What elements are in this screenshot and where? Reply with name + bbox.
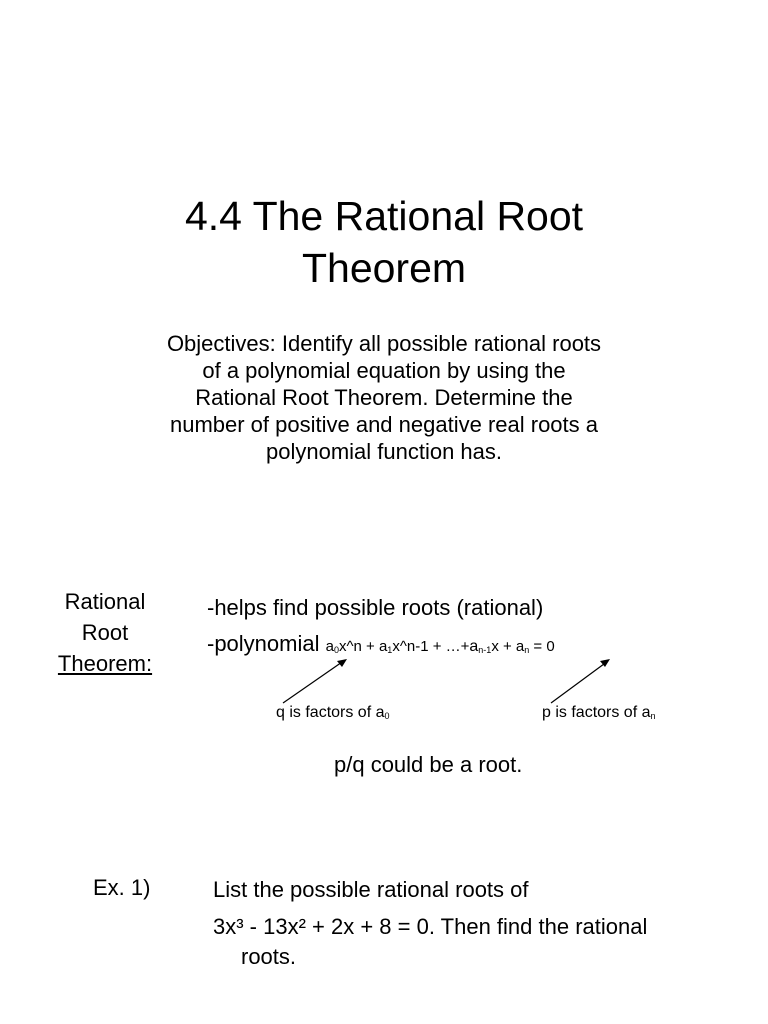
theorem-bullet-purpose: -helps find possible roots (rational) [207, 595, 544, 620]
objectives-line: Objectives: Identify all possible rational roots [166, 331, 602, 356]
equation-subscript: n-1 [478, 645, 492, 655]
objectives-line: number of positive and negative real roots a [169, 412, 599, 437]
objectives-line: Rational Root Theorem. Determine the [195, 385, 573, 410]
theorem-label-line: Root [81, 620, 129, 645]
equation-subscript: n [524, 645, 530, 655]
equation-subscript: 1 [387, 645, 393, 655]
polynomial-prefix: -polynomial [207, 631, 326, 656]
arrow-to-a0 [283, 659, 347, 703]
objectives-line: polynomial function has. [265, 439, 503, 464]
theorem-bullet-polynomial [207, 631, 555, 657]
equation-term: a [325, 638, 334, 655]
equation-term: a [469, 638, 479, 655]
note-p-factors [542, 704, 656, 722]
example-label: Ex. 1) [93, 875, 151, 900]
note-p-text: p is factors of a [542, 704, 651, 721]
slide-title [0, 190, 768, 294]
slide-title-line: Theorem [301, 245, 467, 291]
slide-title-line: 4.4 The Rational Root [184, 193, 584, 239]
example-line: roots. [241, 944, 297, 969]
arrow-to-an [551, 659, 610, 703]
objectives-line: of a polynomial equation by using the [202, 358, 566, 383]
example-line: List the possible rational roots of [213, 877, 529, 902]
equation-term: x + a [491, 638, 525, 655]
theorem-conclusion: p/q could be a root. [334, 752, 523, 777]
example-line: 3x³ - 13x² + 2x + 8 = 0. Then find the rational [213, 914, 648, 939]
note-p-subscript: n [650, 711, 656, 721]
polynomial-equation [326, 638, 555, 655]
equation-term: x^n + a [338, 638, 388, 655]
note-q-subscript: 0 [384, 711, 390, 721]
objectives-paragraph [100, 330, 668, 465]
equation-term: = 0 [529, 638, 555, 655]
theorem-label-line: Theorem: [57, 651, 153, 676]
equation-term: x^n-1 + …+ [392, 638, 470, 655]
note-q-text: q is factors of a [276, 704, 385, 721]
equation-subscript: 0 [333, 645, 339, 655]
note-q-factors [276, 704, 390, 722]
theorem-label-line: Rational [64, 589, 146, 614]
theorem-label [40, 586, 170, 679]
